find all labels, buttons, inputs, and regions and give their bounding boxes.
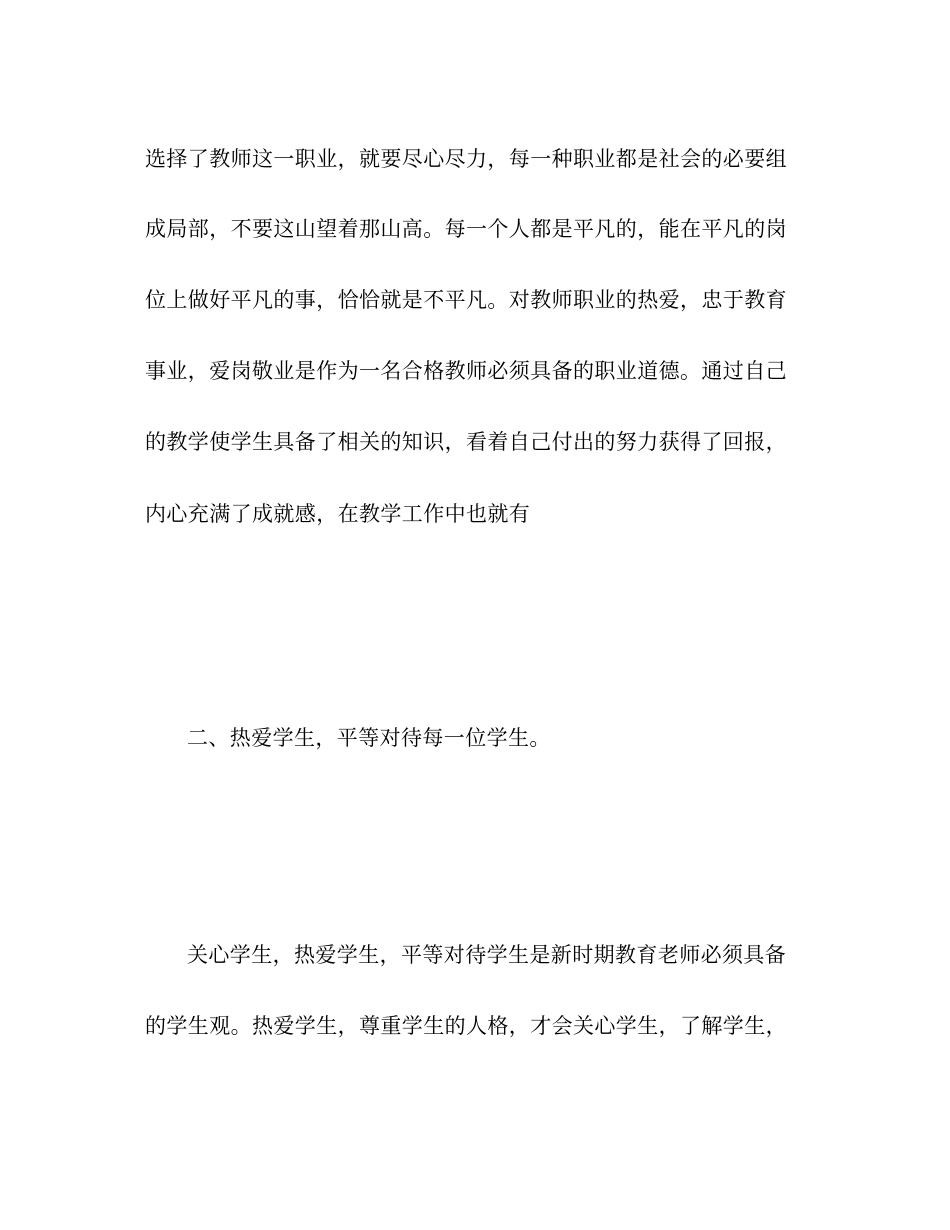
paragraph-1-line-6: 内心充满了成就感，在教学工作中也就有 — [145, 502, 531, 526]
paragraph-1-line-5: 的教学使学生具备了相关的知识，看着自己付出的努力获得了回报， — [145, 430, 787, 454]
paragraph-1-line-1: 选择了教师这一职业，就要尽心尽力，每一种职业都是社会的必要组 — [145, 147, 787, 171]
paragraph-2-line-2: 的学生观。热爱学生，尊重学生的人格，才会关心学生，了解学生， — [145, 1014, 787, 1038]
paragraph-1-line-4: 事业，爱岗敬业是作为一名合格教师必须具备的职业道德。通过自己 — [145, 359, 787, 383]
section-heading-2: 二、热爱学生，平等对待每一位学生。 — [187, 726, 551, 750]
paragraph-1-line-3: 位上做好平凡的事，恰恰就是不平凡。对教师职业的热爱，忠于教育 — [145, 288, 787, 312]
paragraph-1-line-2: 成局部，不要这山望着那山高。每一个人都是平凡的，能在平凡的岗 — [145, 217, 787, 241]
paragraph-2-line-1: 关心学生，热爱学生，平等对待学生是新时期教育老师必须具备 — [187, 943, 787, 967]
